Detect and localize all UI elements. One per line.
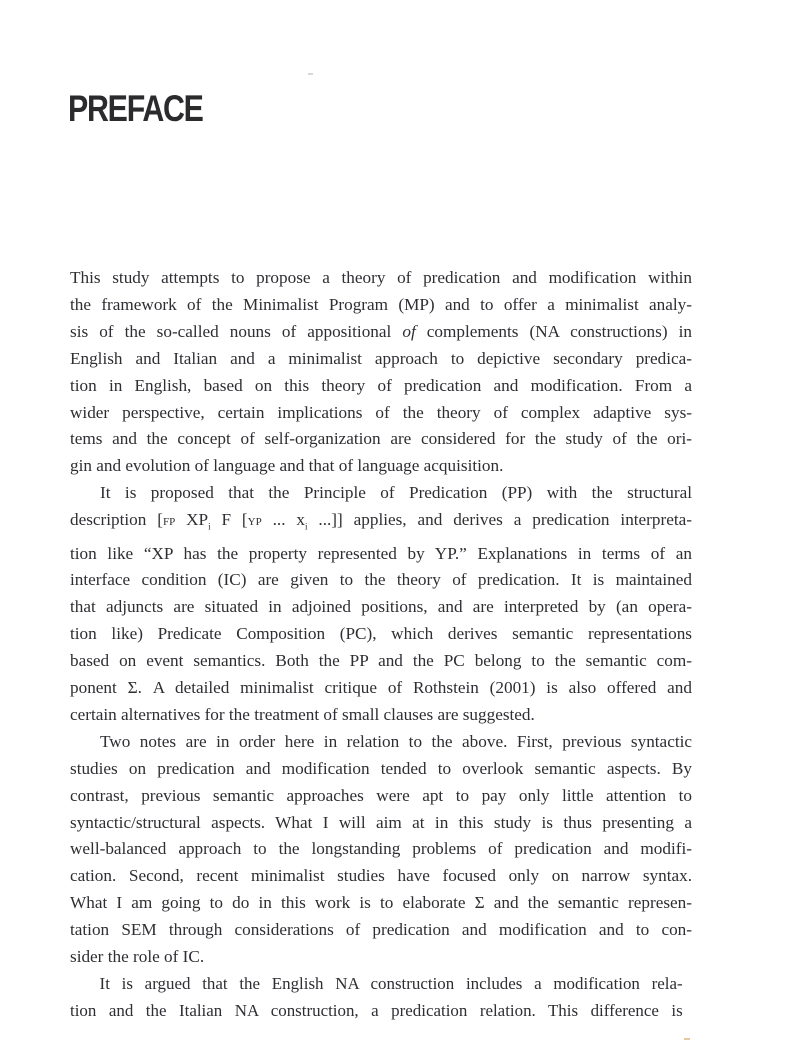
text-line: This study attempts to propose a theory of predication and modification within <box>70 268 692 287</box>
page-title: PREFACE <box>68 88 203 129</box>
text-line: tion in English, based on this theory of predication and modification. From a <box>70 375 692 395</box>
text-line: English and Italian and a minimalist approach to depictive secondary predica- <box>70 348 692 368</box>
text-line: based on event semantics. Both the PP and the PC belong to the semantic com- <box>70 651 692 671</box>
text-line: the framework of the Minimalist Program (MP) and to offer a minimalist analy- <box>70 294 692 314</box>
text-line: Two notes are in order here in relation to the above. First, previous syntactic <box>100 731 692 751</box>
text-line: sider the role of IC. <box>70 947 205 967</box>
text-line: tion like “XP has the property represented by YP.” Explanations in terms of an <box>70 543 692 563</box>
text-line: tems and the concept of self-organization are considered for the study of the ori- <box>70 429 692 449</box>
text-line: What I am going to do in this work is to elaborate Σ and the semantic represen- <box>70 893 692 913</box>
paragraph-3 <box>70 729 692 971</box>
text-line: sis of the so-called nouns of appositional of complements (NA constructions) in <box>70 321 692 341</box>
text-line: studies on predication and modification tended to overlook semantic aspects. By <box>70 758 692 778</box>
text-line: description [FP $XP_i$ F [YP ... $x_i$ ...]] applies, and derives a predication interpreta- <box>70 510 692 532</box>
paragraph-2 <box>70 480 692 729</box>
text-line: tation SEM through considerations of predication and modification and to con- <box>70 920 692 940</box>
text-line: syntactic/structural aspects. What I will aim at in this study is thus presenting a <box>70 812 692 832</box>
text-line: wider perspective, certain implications of the theory of complex adaptive sys- <box>70 402 692 422</box>
text-line: tion like) Predicate Composition (PC), which derives semantic representations <box>70 624 692 644</box>
scan-speck <box>684 1038 690 1040</box>
paragraph-4 <box>70 971 683 1025</box>
text-line: tion and the Italian NA construction, a predication relation. This difference is <box>70 1000 683 1020</box>
text-line: that adjuncts are situated in adjoined positions, and are interpreted by (an opera- <box>70 597 692 617</box>
paragraph-1 <box>70 265 692 480</box>
text-line: contrast, previous semantic approaches were apt to pay only little attention to <box>70 785 692 805</box>
text-line: interface condition (IC) are given to the theory of predication. It is maintained <box>70 570 692 590</box>
text-line: well-balanced approach to the longstanding problems of predication and modifi- <box>70 839 692 859</box>
preface-body <box>70 265 692 1025</box>
text-line: It is proposed that the Principle of Predication (PP) with the structural <box>100 483 692 503</box>
text-line: cation. Second, recent minimalist studies have focused only on narrow syntax. <box>70 866 692 886</box>
scan-speck <box>308 73 313 75</box>
text-line: certain alternatives for the treatment of small clauses are suggested. <box>70 704 535 724</box>
text-line: It is argued that the English NA construction includes a modification rela- <box>99 974 683 993</box>
text-line: gin and evolution of language and that of language acquisition. <box>70 456 504 476</box>
text-line: ponent Σ. A detailed minimalist critique of Rothstein (2001) is also offered and <box>70 678 692 698</box>
